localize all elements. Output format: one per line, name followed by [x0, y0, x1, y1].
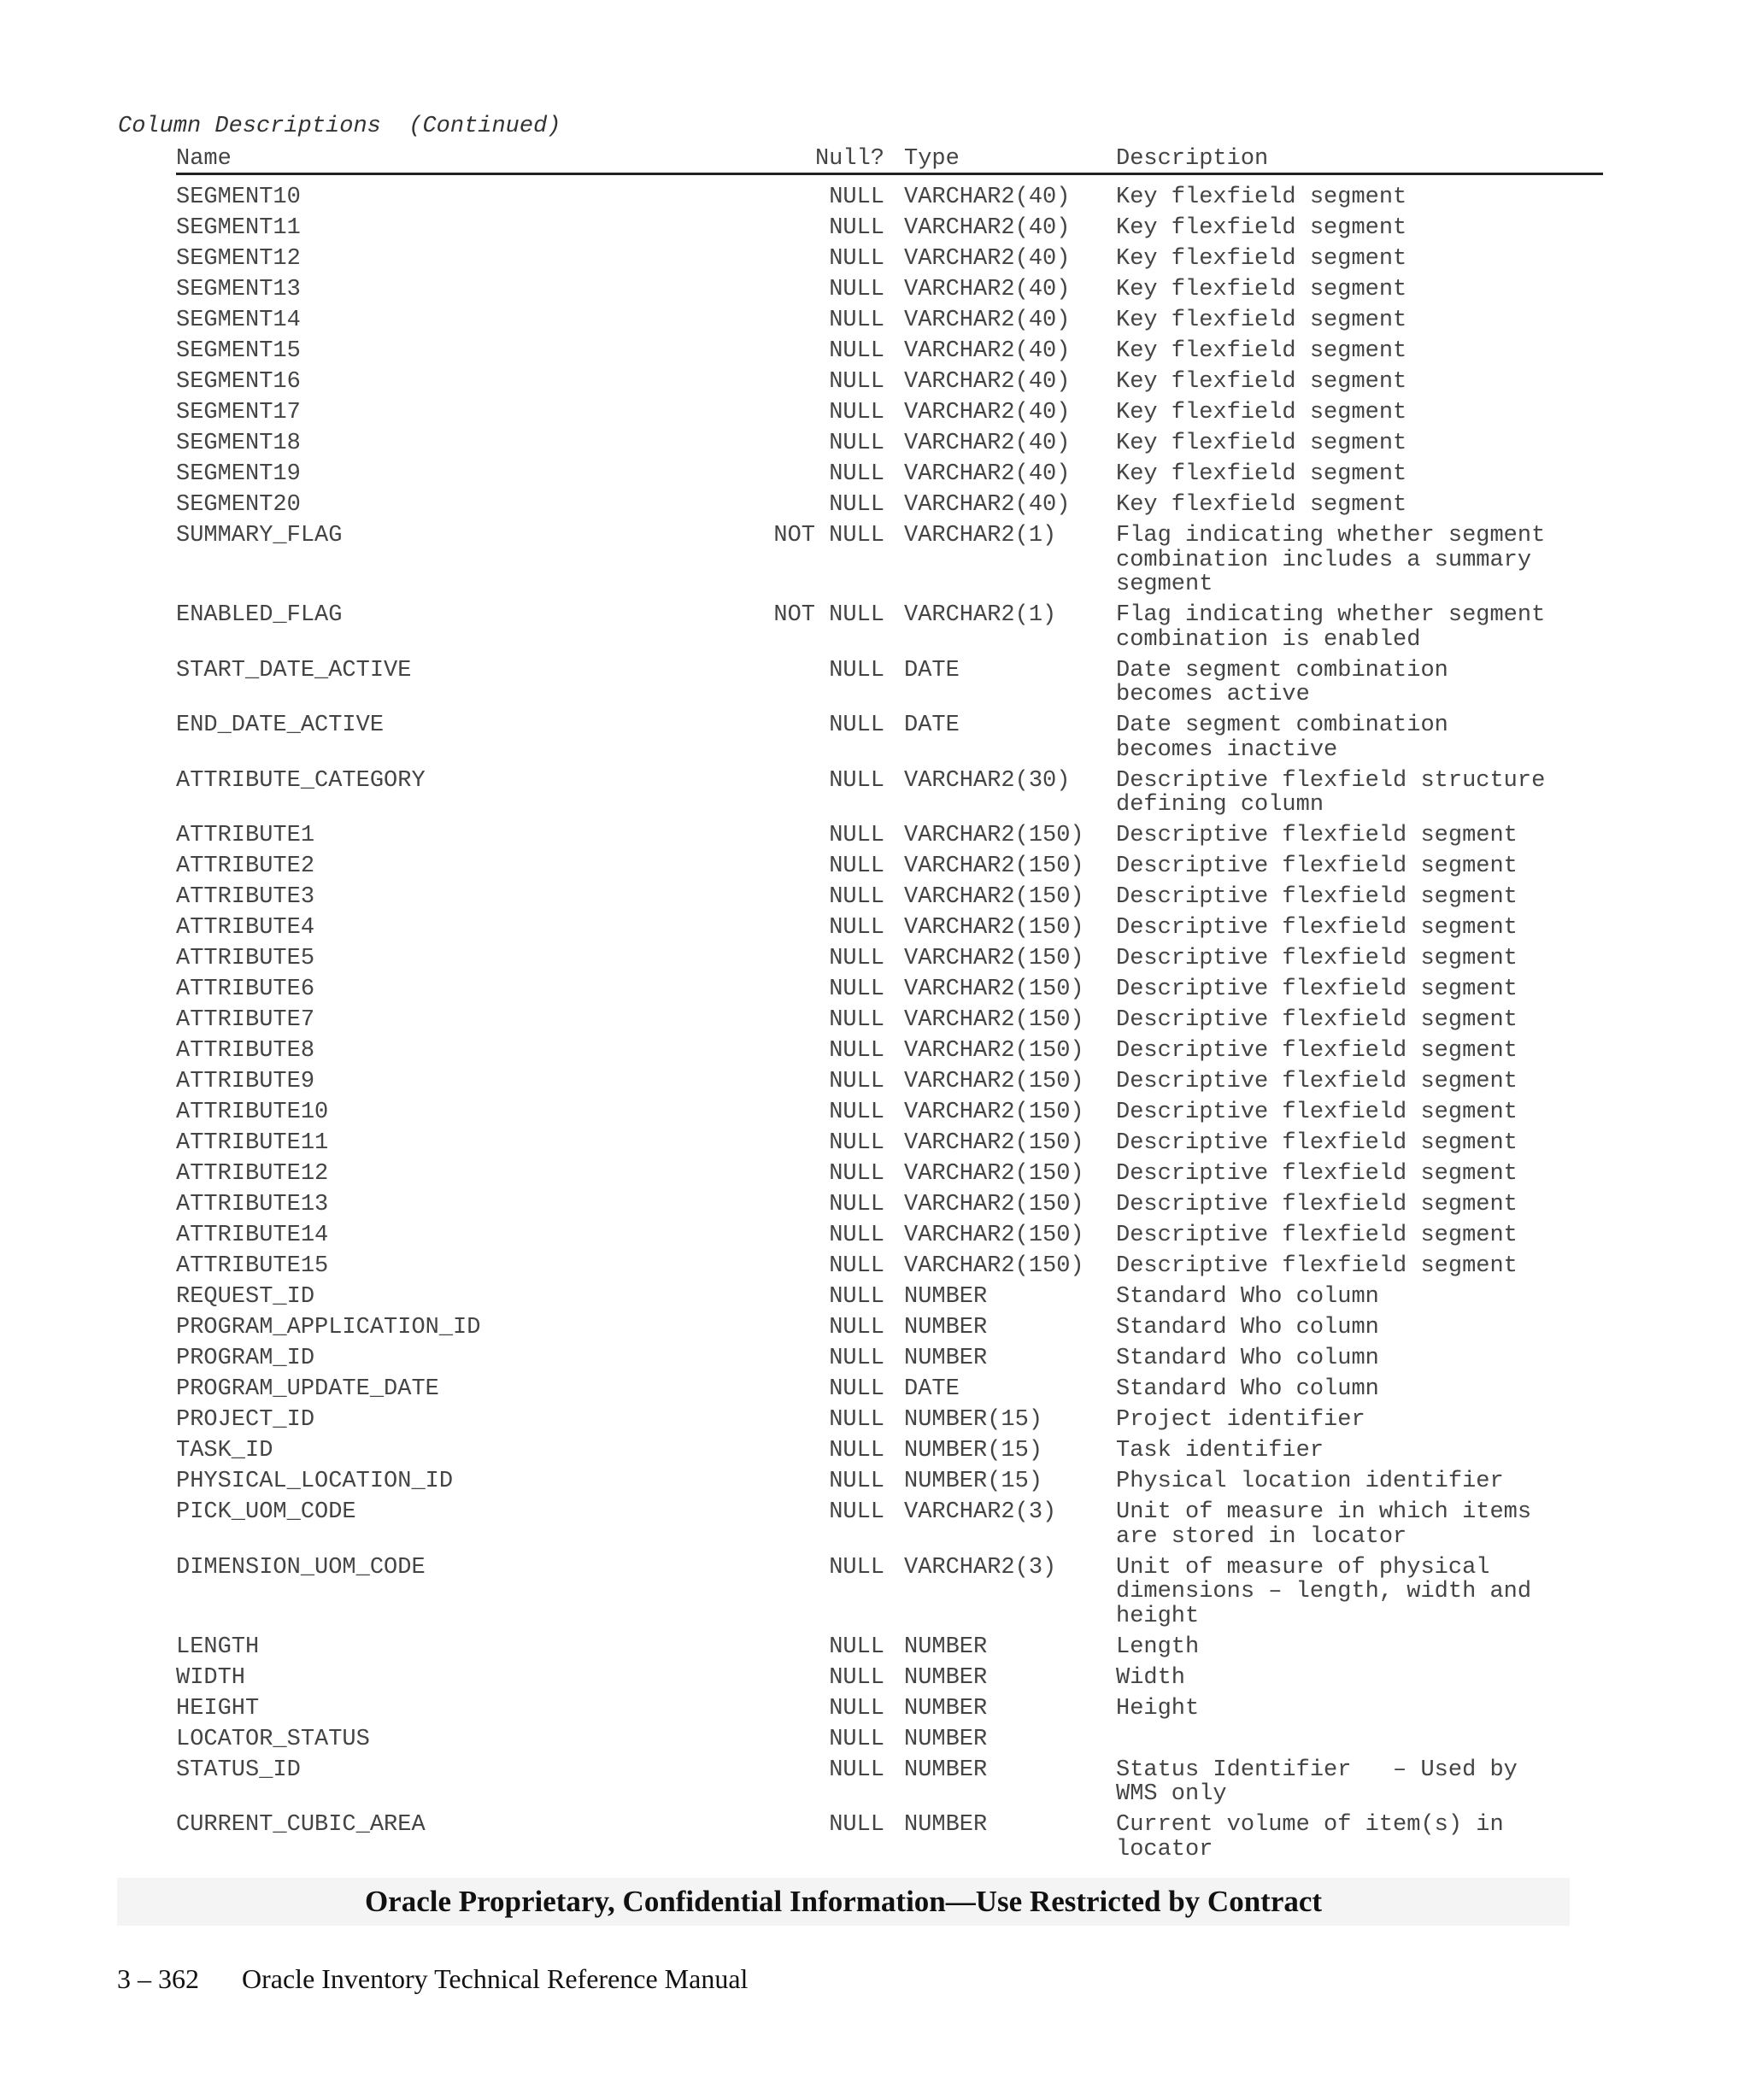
nullability-cell: NULL [829, 1315, 884, 1340]
column-name-cell: CURRENT_CUBIC_AREA [176, 1812, 426, 1838]
data-type-cell: VARCHAR2(150) [904, 853, 1084, 879]
table-row [176, 370, 1603, 395]
table-header [176, 145, 1603, 175]
description-cell: Flag indicating whether segment combination is enabled [1116, 602, 1546, 653]
column-name-cell: ATTRIBUTE6 [176, 977, 315, 1002]
data-type-cell: DATE [904, 1376, 960, 1402]
column-name-cell: PICK_UOM_CODE [176, 1499, 356, 1525]
column-name-cell: PROJECT_ID [176, 1407, 315, 1433]
table-row [176, 1439, 1603, 1464]
table-row [176, 462, 1603, 487]
column-name-cell: PHYSICAL_LOCATION_ID [176, 1469, 454, 1494]
nullability-cell: NULL [829, 713, 884, 738]
description-cell: Date segment combination becomes active [1116, 657, 1448, 707]
data-type-cell: VARCHAR2(40) [904, 369, 1071, 395]
column-name-cell: PROGRAM_ID [176, 1346, 315, 1371]
description-cell: Key flexfield segment [1116, 492, 1407, 518]
table-row [176, 1813, 1603, 1862]
data-type-cell: NUMBER(15) [904, 1469, 1043, 1494]
nullability-cell: NULL [829, 1161, 884, 1187]
column-name-cell: ATTRIBUTE5 [176, 946, 315, 971]
description-cell: Key flexfield segment [1116, 369, 1407, 395]
data-type-cell: VARCHAR2(3) [904, 1554, 1057, 1581]
column-name-cell: LOCATOR_STATUS [176, 1726, 370, 1752]
column-name-cell: DIMENSION_UOM_CODE [176, 1554, 426, 1581]
header-type: Type [904, 146, 960, 172]
column-descriptions-table [176, 145, 1603, 1868]
column-name-cell: SEGMENT15 [176, 338, 301, 364]
nullability-cell: NULL [829, 1634, 884, 1660]
column-name-cell: HEIGHT [176, 1695, 260, 1722]
description-cell: Unit of measure in which items are stored in locator [1116, 1499, 1532, 1550]
nullability-cell: NULL [829, 1100, 884, 1125]
table-row [176, 1728, 1603, 1752]
table-row [176, 1285, 1603, 1310]
table-row [176, 1039, 1603, 1064]
description-cell: Key flexfield segment [1116, 185, 1407, 210]
data-type-cell: VARCHAR2(40) [904, 185, 1071, 210]
data-type-cell: NUMBER(15) [904, 1407, 1043, 1433]
data-type-cell: NUMBER [904, 1664, 988, 1691]
nullability-cell: NULL [829, 400, 884, 425]
nullability-cell: NULL [829, 246, 884, 272]
nullability-cell: NULL [829, 277, 884, 302]
description-cell: Key flexfield segment [1116, 246, 1407, 272]
description-cell: Status Identifier – Used by WMS only [1116, 1757, 1518, 1807]
column-name-cell: ATTRIBUTE14 [176, 1223, 329, 1248]
data-type-cell: NUMBER [904, 1757, 988, 1783]
description-cell: Key flexfield segment [1116, 308, 1407, 333]
description-cell: Current volume of item(s) in locator [1116, 1812, 1504, 1862]
data-type-cell: VARCHAR2(150) [904, 1007, 1084, 1033]
table-row [176, 1162, 1603, 1187]
data-type-cell: VARCHAR2(1) [904, 523, 1057, 548]
column-name-cell: ATTRIBUTE1 [176, 823, 315, 848]
table-row [176, 1070, 1603, 1094]
column-name-cell: ATTRIBUTE_CATEGORY [176, 767, 426, 794]
table-row [176, 854, 1603, 879]
data-type-cell: VARCHAR2(150) [904, 1161, 1084, 1187]
data-type-cell: VARCHAR2(150) [904, 977, 1084, 1002]
column-name-cell: END_DATE_ACTIVE [176, 713, 385, 738]
column-name-cell: SUMMARY_FLAG [176, 523, 343, 548]
description-cell: Key flexfield segment [1116, 277, 1407, 302]
nullability-cell: NULL [829, 431, 884, 456]
column-name-cell: ATTRIBUTE13 [176, 1192, 329, 1217]
data-type-cell: VARCHAR2(150) [904, 1253, 1084, 1279]
nullability-cell: NULL [829, 1664, 884, 1691]
column-name-cell: ATTRIBUTE7 [176, 1007, 315, 1033]
nullability-cell: NULL [829, 185, 884, 210]
table-row [176, 916, 1603, 941]
column-name-cell: SEGMENT14 [176, 308, 301, 333]
nullability-cell: NULL [829, 215, 884, 241]
nullability-cell: NULL [829, 915, 884, 941]
description-cell: Width [1116, 1664, 1186, 1691]
column-name-cell: ATTRIBUTE11 [176, 1130, 329, 1156]
nullability-cell: NULL [829, 657, 884, 683]
table-row [176, 1500, 1603, 1549]
description-cell: Descriptive flexfield segment [1116, 1192, 1518, 1217]
table-row [176, 1758, 1603, 1807]
table-row [176, 1008, 1603, 1033]
nullability-cell: NOT NULL [773, 602, 884, 628]
nullability-cell: NULL [829, 1695, 884, 1722]
description-cell: Descriptive flexfield segment [1116, 853, 1518, 879]
data-type-cell: VARCHAR2(150) [904, 946, 1084, 971]
description-cell: Task identifier [1116, 1438, 1324, 1464]
table-row [176, 1346, 1603, 1371]
table-row [176, 1316, 1603, 1340]
description-cell: Key flexfield segment [1116, 400, 1407, 425]
description-cell: Descriptive flexfield segment [1116, 884, 1518, 910]
table-row [176, 1377, 1603, 1402]
description-cell: Descriptive flexfield segment [1116, 977, 1518, 1002]
data-type-cell: VARCHAR2(150) [904, 884, 1084, 910]
description-cell: Length [1116, 1634, 1200, 1660]
nullability-cell: NULL [829, 1192, 884, 1217]
data-type-cell: NUMBER [904, 1315, 988, 1340]
data-type-cell: VARCHAR2(30) [904, 767, 1071, 794]
description-cell: Descriptive flexfield segment [1116, 1253, 1518, 1279]
data-type-cell: VARCHAR2(150) [904, 1223, 1084, 1248]
description-cell: Descriptive flexfield segment [1116, 1069, 1518, 1094]
data-type-cell: VARCHAR2(40) [904, 492, 1071, 518]
description-cell: Key flexfield segment [1116, 431, 1407, 456]
column-name-cell: SEGMENT19 [176, 461, 301, 487]
description-cell: Physical location identifier [1116, 1469, 1504, 1494]
table-row [176, 308, 1603, 333]
description-cell: Descriptive flexfield segment [1116, 946, 1518, 971]
column-name-cell: ENABLED_FLAG [176, 602, 343, 628]
table-caption: Column Descriptions (Continued) [118, 114, 561, 139]
description-cell: Standard Who column [1116, 1346, 1379, 1371]
data-type-cell: VARCHAR2(40) [904, 308, 1071, 333]
table-row [176, 769, 1603, 818]
nullability-cell: NULL [829, 369, 884, 395]
data-type-cell: VARCHAR2(40) [904, 246, 1071, 272]
table-row [176, 1666, 1603, 1691]
nullability-cell: NOT NULL [773, 523, 884, 548]
description-cell: Descriptive flexfield segment [1116, 1130, 1518, 1156]
description-cell: Project identifier [1116, 1407, 1365, 1433]
table-row [176, 713, 1603, 762]
nullability-cell: NULL [829, 1407, 884, 1433]
table-row [176, 603, 1603, 652]
nullability-cell: NULL [829, 1069, 884, 1094]
nullability-cell: NULL [829, 1726, 884, 1752]
table-row [176, 1100, 1603, 1125]
column-name-cell: ATTRIBUTE8 [176, 1038, 315, 1064]
nullability-cell: NULL [829, 338, 884, 364]
description-cell: Key flexfield segment [1116, 215, 1407, 241]
description-cell: Key flexfield segment [1116, 338, 1407, 364]
column-name-cell: ATTRIBUTE4 [176, 915, 315, 941]
data-type-cell: VARCHAR2(40) [904, 461, 1071, 487]
description-cell: Height [1116, 1695, 1200, 1722]
table-row [176, 278, 1603, 302]
nullability-cell: NULL [829, 1346, 884, 1371]
description-cell: Unit of measure of physical dimensions – length, width and height [1116, 1554, 1532, 1629]
column-name-cell: SEGMENT13 [176, 277, 301, 302]
column-name-cell: ATTRIBUTE3 [176, 884, 315, 910]
column-name-cell: SEGMENT10 [176, 185, 301, 210]
table-row [176, 493, 1603, 518]
nullability-cell: NULL [829, 1499, 884, 1525]
table-row [176, 1223, 1603, 1248]
nullability-cell: NULL [829, 1253, 884, 1279]
data-type-cell: VARCHAR2(150) [904, 1038, 1084, 1064]
column-name-cell: ATTRIBUTE12 [176, 1161, 329, 1187]
table-row [176, 1254, 1603, 1279]
nullability-cell: NULL [829, 884, 884, 910]
column-name-cell: STATUS_ID [176, 1757, 301, 1783]
table-row [176, 524, 1603, 597]
table-row [176, 977, 1603, 1002]
data-type-cell: VARCHAR2(150) [904, 1069, 1084, 1094]
column-name-cell: SEGMENT17 [176, 400, 301, 425]
data-type-cell: NUMBER [904, 1346, 988, 1371]
data-type-cell: DATE [904, 713, 960, 738]
nullability-cell: NULL [829, 1284, 884, 1310]
description-cell: Descriptive flexfield segment [1116, 1223, 1518, 1248]
column-name-cell: ATTRIBUTE9 [176, 1069, 315, 1094]
data-type-cell: NUMBER [904, 1726, 988, 1752]
data-type-cell: NUMBER [904, 1284, 988, 1310]
nullability-cell: NULL [829, 1223, 884, 1248]
nullability-cell: NULL [829, 1554, 884, 1581]
data-type-cell: VARCHAR2(150) [904, 823, 1084, 848]
data-type-cell: NUMBER [904, 1695, 988, 1722]
column-name-cell: SEGMENT12 [176, 246, 301, 272]
table-row [176, 401, 1603, 425]
data-type-cell: VARCHAR2(3) [904, 1499, 1057, 1525]
table-row [176, 1193, 1603, 1217]
table-row [176, 1469, 1603, 1494]
description-cell: Descriptive flexfield segment [1116, 1007, 1518, 1033]
nullability-cell: NULL [829, 946, 884, 971]
description-cell: Descriptive flexfield segment [1116, 915, 1518, 941]
description-cell: Standard Who column [1116, 1315, 1379, 1340]
nullability-cell: NULL [829, 1757, 884, 1783]
description-cell: Standard Who column [1116, 1376, 1379, 1402]
column-name-cell: SEGMENT18 [176, 431, 301, 456]
data-type-cell: VARCHAR2(40) [904, 277, 1071, 302]
table-row [176, 1635, 1603, 1660]
description-cell: Standard Who column [1116, 1284, 1379, 1310]
nullability-cell: NULL [829, 1438, 884, 1464]
description-cell: Flag indicating whether segment combination includes a summary segment [1116, 523, 1546, 597]
column-name-cell: ATTRIBUTE10 [176, 1100, 329, 1125]
data-type-cell: VARCHAR2(40) [904, 400, 1071, 425]
column-name-cell: SEGMENT11 [176, 215, 301, 241]
page-footer [117, 1962, 748, 1996]
nullability-cell: NULL [829, 1376, 884, 1402]
nullability-cell: NULL [829, 492, 884, 518]
description-cell: Descriptive flexfield segment [1116, 823, 1518, 848]
table-row [176, 247, 1603, 272]
description-cell: Descriptive flexfield segment [1116, 1100, 1518, 1125]
table-row [176, 431, 1603, 456]
confidentiality-banner: Oracle Proprietary, Confidential Information––Use Restricted by Contract [117, 1878, 1570, 1926]
description-cell: Descriptive flexfield structure defining column [1116, 767, 1546, 818]
data-type-cell: VARCHAR2(40) [904, 431, 1071, 456]
description-cell: Descriptive flexfield segment [1116, 1161, 1518, 1187]
column-name-cell: WIDTH [176, 1664, 246, 1691]
table-row [176, 185, 1603, 210]
data-type-cell: VARCHAR2(1) [904, 602, 1057, 628]
table-body [176, 185, 1603, 1862]
table-row [176, 885, 1603, 910]
column-name-cell: PROGRAM_APPLICATION_ID [176, 1315, 481, 1340]
description-cell: Key flexfield segment [1116, 461, 1407, 487]
description-cell: Descriptive flexfield segment [1116, 1038, 1518, 1064]
table-row [176, 824, 1603, 848]
data-type-cell: VARCHAR2(150) [904, 1130, 1084, 1156]
table-row [176, 1408, 1603, 1433]
table-row [176, 1556, 1603, 1629]
column-name-cell: ATTRIBUTE15 [176, 1253, 329, 1279]
table-row [176, 659, 1603, 707]
column-name-cell: SEGMENT16 [176, 369, 301, 395]
nullability-cell: NULL [829, 1469, 884, 1494]
nullability-cell: NULL [829, 308, 884, 333]
nullability-cell: NULL [829, 1130, 884, 1156]
data-type-cell: VARCHAR2(40) [904, 215, 1071, 241]
header-description: Description [1116, 146, 1269, 172]
manual-title: Oracle Inventory Technical Reference Manual [242, 1963, 749, 1994]
nullability-cell: NULL [829, 1038, 884, 1064]
column-name-cell: LENGTH [176, 1634, 260, 1660]
nullability-cell: NULL [829, 853, 884, 879]
nullability-cell: NULL [829, 461, 884, 487]
column-name-cell: SEGMENT20 [176, 492, 301, 518]
data-type-cell: NUMBER(15) [904, 1438, 1043, 1464]
table-row [176, 216, 1603, 241]
data-type-cell: NUMBER [904, 1812, 988, 1838]
nullability-cell: NULL [829, 977, 884, 1002]
data-type-cell: VARCHAR2(150) [904, 915, 1084, 941]
column-name-cell: ATTRIBUTE2 [176, 853, 315, 879]
table-row [176, 339, 1603, 364]
column-name-cell: REQUEST_ID [176, 1284, 315, 1310]
description-cell: Date segment combination becomes inactive [1116, 713, 1448, 763]
header-name: Name [176, 146, 232, 172]
data-type-cell: VARCHAR2(150) [904, 1100, 1084, 1125]
data-type-cell: VARCHAR2(150) [904, 1192, 1084, 1217]
table-row [176, 947, 1603, 971]
nullability-cell: NULL [829, 1812, 884, 1838]
nullability-cell: NULL [829, 1007, 884, 1033]
table-row [176, 1697, 1603, 1722]
data-type-cell: DATE [904, 657, 960, 683]
column-name-cell: PROGRAM_UPDATE_DATE [176, 1376, 439, 1402]
data-type-cell: VARCHAR2(40) [904, 338, 1071, 364]
nullability-cell: NULL [829, 767, 884, 794]
header-null: Null? [814, 146, 884, 172]
nullability-cell: NULL [829, 823, 884, 848]
table-row [176, 1131, 1603, 1156]
column-name-cell: TASK_ID [176, 1438, 273, 1464]
page-number: 3 – 362 [117, 1963, 199, 1994]
data-type-cell: NUMBER [904, 1634, 988, 1660]
column-name-cell: START_DATE_ACTIVE [176, 657, 412, 683]
